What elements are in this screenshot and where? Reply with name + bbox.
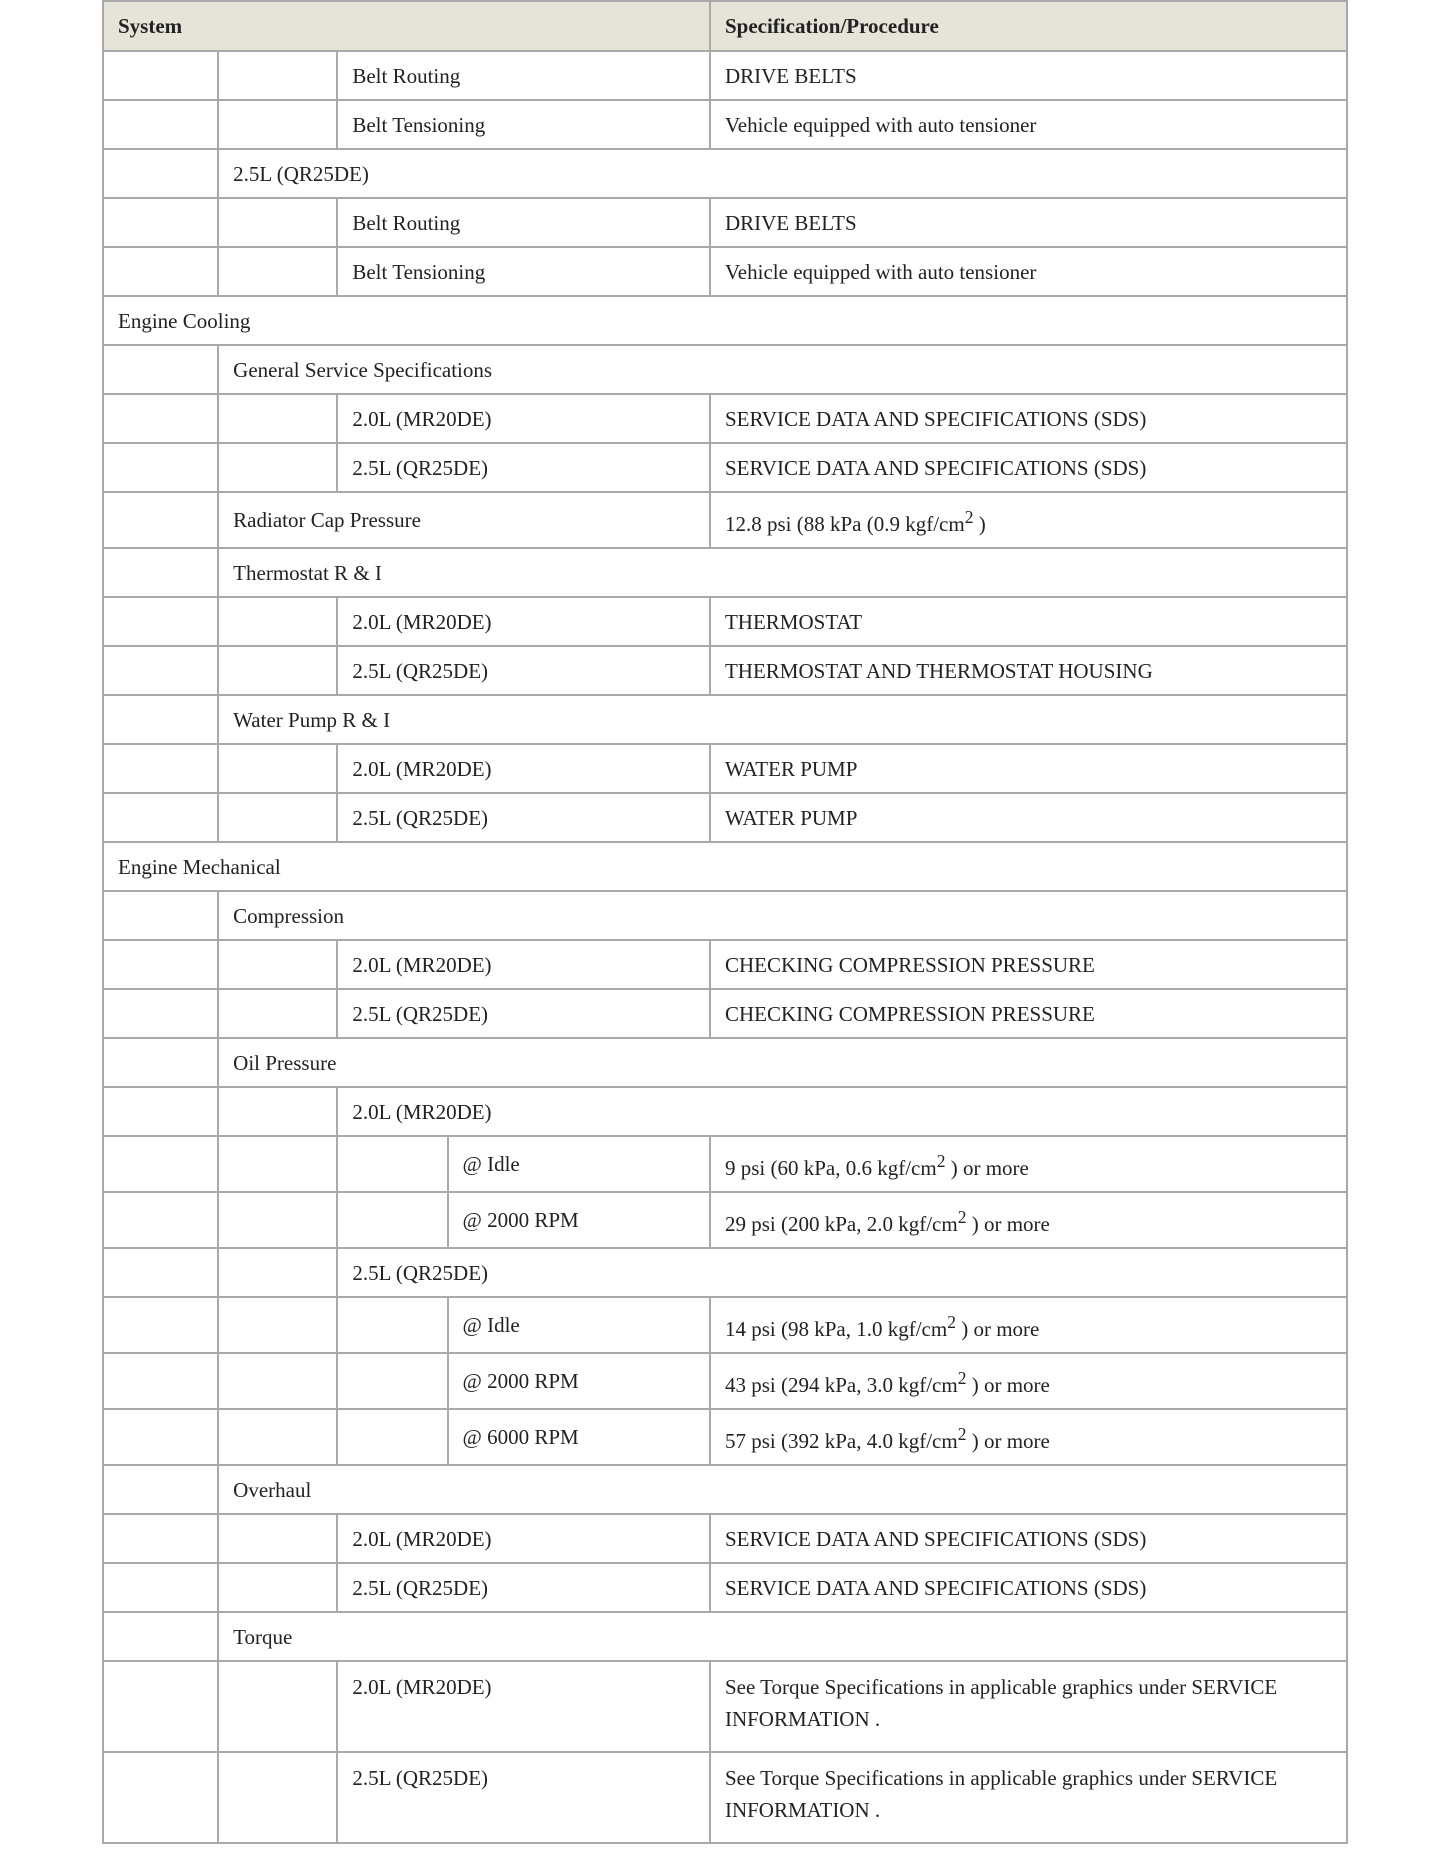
system-label: 2.5L (QR25DE)	[337, 793, 710, 842]
indent-cell	[103, 443, 218, 492]
spec-value-suffix: ) or more	[966, 1372, 1050, 1397]
table-row	[103, 345, 1347, 394]
indent-cell	[218, 51, 337, 100]
system-label: Oil Pressure	[218, 1038, 1347, 1087]
indent-cell	[218, 198, 337, 247]
table-row	[103, 1612, 1347, 1661]
indent-cell	[103, 793, 218, 842]
system-label: @ Idle	[448, 1136, 710, 1192]
system-label: Engine Mechanical	[103, 842, 1347, 891]
table-row	[103, 1563, 1347, 1612]
system-label: Thermostat R & I	[218, 548, 1347, 597]
indent-cell	[103, 548, 218, 597]
indent-cell	[337, 1136, 447, 1192]
spec-value-text: 29 psi (200 kPa, 2.0 kgf/cm	[724, 1211, 958, 1236]
system-label: 2.5L (QR25DE)	[337, 1752, 710, 1843]
spec-value	[710, 1752, 1347, 1843]
spec-value-suffix: ) or more	[955, 1316, 1040, 1341]
indent-cell	[103, 1563, 218, 1612]
spec-value-text: See Torque Specifications in applicable graphics under SERVICE INFORMATION .	[724, 1766, 1278, 1822]
table-row	[103, 1297, 1347, 1353]
indent-cell	[218, 1409, 337, 1465]
spec-value-text: WATER PUMP	[724, 756, 858, 781]
unit-exponent: 2	[964, 506, 974, 527]
indent-cell	[103, 149, 218, 198]
system-label: Radiator Cap Pressure	[218, 492, 710, 548]
indent-cell	[218, 1752, 337, 1843]
indent-cell	[218, 1192, 337, 1248]
spec-value-text: CHECKING COMPRESSION PRESSURE	[724, 952, 1095, 977]
spec-value-text: DRIVE BELTS	[724, 210, 857, 235]
indent-cell	[103, 198, 218, 247]
indent-cell	[218, 1136, 337, 1192]
system-label: Overhaul	[218, 1465, 1347, 1514]
header-row	[103, 1, 1347, 51]
table-row	[103, 1248, 1347, 1297]
indent-cell	[103, 1661, 218, 1752]
indent-cell	[103, 1136, 218, 1192]
system-label: Torque	[218, 1612, 1347, 1661]
table-row	[103, 100, 1347, 149]
system-label: Belt Routing	[337, 198, 710, 247]
system-header: System	[103, 1, 710, 51]
spec-value-text: WATER PUMP	[724, 805, 858, 830]
system-label: 2.0L (MR20DE)	[337, 744, 710, 793]
table-row	[103, 1661, 1347, 1752]
spec-value	[710, 198, 1347, 247]
system-label: 2.0L (MR20DE)	[337, 394, 710, 443]
spec-value-text: SERVICE DATA AND SPECIFICATIONS (SDS)	[724, 406, 1147, 431]
indent-cell	[218, 1353, 337, 1409]
spec-value	[710, 492, 1347, 548]
spec-value-text: THERMOSTAT AND THERMOSTAT HOUSING	[724, 658, 1153, 683]
indent-cell	[218, 793, 337, 842]
unit-exponent: 2	[947, 1311, 956, 1332]
indent-cell	[103, 1612, 218, 1661]
spec-value	[710, 597, 1347, 646]
spec-value	[710, 793, 1347, 842]
spec-value-text: See Torque Specifications in applicable graphics under SERVICE INFORMATION .	[724, 1675, 1278, 1731]
table-row	[103, 1353, 1347, 1409]
table-row	[103, 296, 1347, 345]
system-label: 2.5L (QR25DE)	[337, 1248, 1347, 1297]
indent-cell	[103, 394, 218, 443]
spec-value	[710, 1192, 1347, 1248]
system-label: 2.5L (QR25DE)	[337, 1563, 710, 1612]
table-row	[103, 989, 1347, 1038]
spec-value-text: SERVICE DATA AND SPECIFICATIONS (SDS)	[724, 1575, 1147, 1600]
spec-value-text: 14 psi (98 kPa, 1.0 kgf/cm	[724, 1316, 948, 1341]
spec-value-text: Vehicle equipped with auto tensioner	[724, 259, 1037, 284]
indent-cell	[103, 597, 218, 646]
indent-cell	[103, 1297, 218, 1353]
system-label: 2.0L (MR20DE)	[337, 597, 710, 646]
spec-header: Specification/Procedure	[710, 1, 1347, 51]
system-label: @ 6000 RPM	[448, 1409, 710, 1465]
spec-value-text: THERMOSTAT	[724, 609, 863, 634]
spec-value-text: SERVICE DATA AND SPECIFICATIONS (SDS)	[724, 455, 1147, 480]
spec-value	[710, 1297, 1347, 1353]
indent-cell	[103, 989, 218, 1038]
indent-cell	[103, 646, 218, 695]
spec-value-text: CHECKING COMPRESSION PRESSURE	[724, 1001, 1095, 1026]
system-label: 2.0L (MR20DE)	[337, 940, 710, 989]
table-row	[103, 548, 1347, 597]
spec-value	[710, 646, 1347, 695]
table-row	[103, 149, 1347, 198]
spec-value	[710, 1353, 1347, 1409]
system-label: 2.5L (QR25DE)	[218, 149, 1347, 198]
table-row	[103, 1136, 1347, 1192]
table-row	[103, 1087, 1347, 1136]
table-row	[103, 940, 1347, 989]
indent-cell	[103, 1752, 218, 1843]
table-row	[103, 793, 1347, 842]
indent-cell	[218, 1087, 337, 1136]
spec-value	[710, 1136, 1347, 1192]
indent-cell	[337, 1297, 447, 1353]
indent-cell	[103, 1038, 218, 1087]
indent-cell	[103, 247, 218, 296]
indent-cell	[218, 394, 337, 443]
spec-value	[710, 1409, 1347, 1465]
indent-cell	[218, 1563, 337, 1612]
indent-cell	[218, 1248, 337, 1297]
spec-value	[710, 1563, 1347, 1612]
spec-body	[103, 51, 1347, 1843]
table-row	[103, 1465, 1347, 1514]
spec-value-text: Vehicle equipped with auto tensioner	[724, 112, 1037, 137]
indent-cell	[103, 695, 218, 744]
system-label: @ 2000 RPM	[448, 1353, 710, 1409]
table-row	[103, 646, 1347, 695]
spec-value	[710, 940, 1347, 989]
table-row	[103, 597, 1347, 646]
system-label: Water Pump R & I	[218, 695, 1347, 744]
indent-cell	[103, 1465, 218, 1514]
indent-cell	[218, 646, 337, 695]
system-label: @ 2000 RPM	[448, 1192, 710, 1248]
spec-value-text: 12.8 psi (88 kPa (0.9 kgf/cm	[724, 511, 965, 536]
indent-cell	[103, 1353, 218, 1409]
spec-value	[710, 51, 1347, 100]
spec-value-text: 57 psi (392 kPa, 4.0 kgf/cm	[724, 1428, 958, 1453]
system-label: 2.5L (QR25DE)	[337, 646, 710, 695]
spec-value-suffix: ) or more	[966, 1211, 1050, 1236]
spec-value	[710, 394, 1347, 443]
spec-value	[710, 443, 1347, 492]
indent-cell	[337, 1192, 447, 1248]
indent-cell	[103, 1192, 218, 1248]
table-row	[103, 394, 1347, 443]
table-row	[103, 51, 1347, 100]
indent-cell	[337, 1353, 447, 1409]
unit-exponent: 2	[957, 1206, 967, 1227]
system-label: General Service Specifications	[218, 345, 1347, 394]
indent-cell	[103, 492, 218, 548]
unit-exponent: 2	[957, 1423, 967, 1444]
indent-cell	[218, 1661, 337, 1752]
indent-cell	[218, 1297, 337, 1353]
spec-table	[102, 0, 1348, 1844]
spec-value-text: 43 psi (294 kPa, 3.0 kgf/cm	[724, 1372, 958, 1397]
indent-cell	[103, 940, 218, 989]
indent-cell	[103, 1409, 218, 1465]
table-row	[103, 247, 1347, 296]
indent-cell	[218, 940, 337, 989]
indent-cell	[218, 100, 337, 149]
indent-cell	[218, 247, 337, 296]
indent-cell	[218, 744, 337, 793]
system-label: 2.5L (QR25DE)	[337, 443, 710, 492]
indent-cell	[218, 989, 337, 1038]
indent-cell	[103, 1248, 218, 1297]
system-label: 2.0L (MR20DE)	[337, 1087, 1347, 1136]
spec-value	[710, 744, 1347, 793]
system-label: Belt Tensioning	[337, 247, 710, 296]
table-row	[103, 198, 1347, 247]
indent-cell	[218, 1514, 337, 1563]
spec-value	[710, 989, 1347, 1038]
spec-value-text: 9 psi (60 kPa, 0.6 kgf/cm	[724, 1155, 937, 1180]
system-label: Belt Routing	[337, 51, 710, 100]
indent-cell	[103, 1514, 218, 1563]
table-row	[103, 1192, 1347, 1248]
spec-value	[710, 1514, 1347, 1563]
unit-exponent: 2	[957, 1367, 967, 1388]
table-row	[103, 443, 1347, 492]
spec-value	[710, 247, 1347, 296]
table-row	[103, 1514, 1347, 1563]
table-row	[103, 891, 1347, 940]
table-row	[103, 1409, 1347, 1465]
indent-cell	[218, 443, 337, 492]
table-row	[103, 842, 1347, 891]
indent-cell	[218, 597, 337, 646]
system-label: Belt Tensioning	[337, 100, 710, 149]
table-row	[103, 492, 1347, 548]
table-row	[103, 744, 1347, 793]
indent-cell	[337, 1409, 447, 1465]
spec-value-suffix: )	[973, 511, 986, 536]
table-row	[103, 1752, 1347, 1843]
indent-cell	[103, 744, 218, 793]
unit-exponent: 2	[936, 1150, 946, 1171]
spec-value	[710, 1661, 1347, 1752]
indent-cell	[103, 891, 218, 940]
system-label: 2.0L (MR20DE)	[337, 1514, 710, 1563]
indent-cell	[103, 345, 218, 394]
indent-cell	[103, 1087, 218, 1136]
system-label: @ Idle	[448, 1297, 710, 1353]
spec-value-suffix: ) or more	[966, 1428, 1050, 1453]
system-label: Engine Cooling	[103, 296, 1347, 345]
indent-cell	[103, 100, 218, 149]
spec-value-suffix: ) or more	[945, 1155, 1029, 1180]
table-row	[103, 1038, 1347, 1087]
spec-value	[710, 100, 1347, 149]
spec-value-text: SERVICE DATA AND SPECIFICATIONS (SDS)	[724, 1526, 1147, 1551]
system-label: 2.5L (QR25DE)	[337, 989, 710, 1038]
table-row	[103, 695, 1347, 744]
indent-cell	[103, 51, 218, 100]
spec-value-text: DRIVE BELTS	[724, 63, 857, 88]
system-label: 2.0L (MR20DE)	[337, 1661, 710, 1752]
system-label: Compression	[218, 891, 1347, 940]
